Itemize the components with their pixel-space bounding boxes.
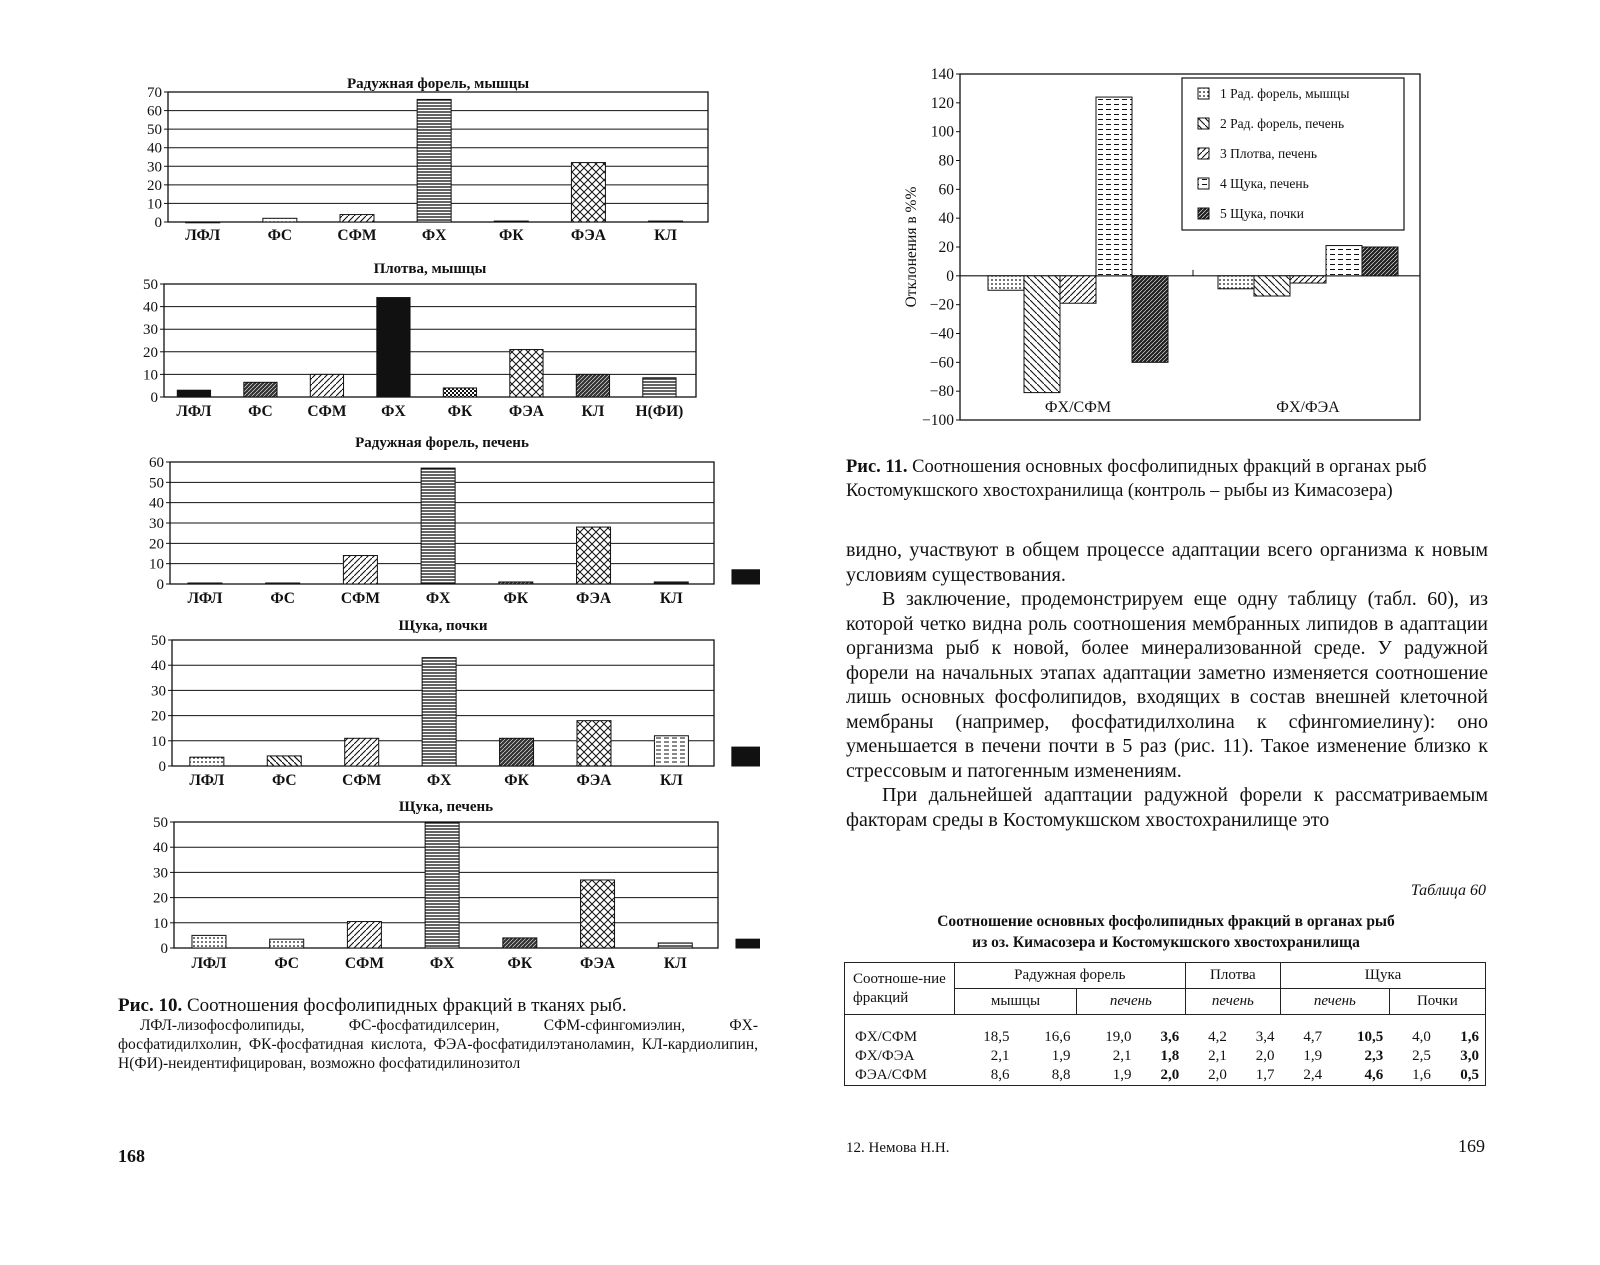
legend-entry: 3 Плотва, печень <box>1220 146 1318 161</box>
figure-11-chart <box>890 62 1510 432</box>
bar <box>499 582 533 584</box>
bar <box>1326 246 1362 276</box>
legend-entry: 5 Щука, почки <box>1220 206 1304 221</box>
table-cell: 1,9 <box>1112 1067 1132 1083</box>
bar <box>988 276 1024 290</box>
y-tick-label: 0 <box>150 390 158 406</box>
table-body <box>845 1015 1486 1086</box>
y-tick-label: −20 <box>929 296 954 314</box>
y-tick-label: 30 <box>153 865 168 882</box>
figure-11-caption <box>846 455 1488 503</box>
y-tick-label: 20 <box>147 177 162 194</box>
bar <box>343 556 377 584</box>
x-tick-label: КЛ <box>663 955 687 972</box>
table-cell: 2,5 <box>1412 1048 1431 1064</box>
table-cell: 0,5 <box>1460 1067 1479 1083</box>
table-cell: 4,0 <box>1412 1029 1431 1045</box>
bar <box>643 378 676 397</box>
table-cell: 8,6 <box>990 1067 1010 1083</box>
y-tick-label: 10 <box>147 196 162 213</box>
x-tick-label: ФХ <box>381 403 406 420</box>
y-tick-label: −60 <box>929 354 954 372</box>
legend-swatch <box>1198 208 1209 219</box>
table-cell: 3,0 <box>1460 1048 1479 1064</box>
table-group-header: Плотва <box>1185 963 1280 989</box>
bar <box>510 350 543 397</box>
y-tick-label: 50 <box>143 277 158 293</box>
y-tick-label: 100 <box>930 123 954 141</box>
x-tick-label: СФМ <box>342 772 382 789</box>
bar <box>190 757 224 766</box>
table-cell: 1,6 <box>1412 1067 1431 1083</box>
bar <box>267 756 301 766</box>
table-title-line-1: Соотношение основных фосфолипидных фракций в органах рыб <box>937 913 1395 930</box>
bar <box>649 221 683 222</box>
table-60 <box>844 962 1486 1086</box>
paragraph-3: При дальнейшей адаптации радужной форели к рассматриваемым факторам среды в Костомукшском хвостохранилище это <box>846 784 1488 831</box>
table-cell: 2,1 <box>990 1048 1010 1064</box>
table-cell: 1,6 <box>1460 1029 1479 1045</box>
y-tick-label: 40 <box>153 840 168 857</box>
figure-10-charts <box>0 0 760 990</box>
table-cell: 3,6 <box>1160 1029 1180 1045</box>
y-tick-label: 10 <box>143 367 158 384</box>
x-tick-label: ФК <box>503 590 529 607</box>
legend-swatch <box>1198 118 1209 129</box>
group-label: ФХ/ФЭА <box>1276 399 1340 416</box>
table-row <box>845 1066 1486 1086</box>
x-tick-label: ФЭА <box>580 955 616 972</box>
legend-swatch <box>1198 148 1209 159</box>
y-tick-label: 40 <box>151 658 166 675</box>
x-tick-label: ФС <box>272 772 297 789</box>
chart-frame <box>164 284 696 397</box>
x-tick-label: ФЭА <box>508 403 544 420</box>
bar <box>1132 276 1168 363</box>
figure-10-caption <box>118 996 758 1073</box>
y-tick-label: 10 <box>149 556 164 573</box>
x-tick-label: ФЭА <box>576 772 612 789</box>
bar <box>192 935 226 948</box>
x-tick-label: ФС <box>267 227 293 244</box>
x-tick-label: ФЭА <box>576 590 612 607</box>
y-tick-label: 0 <box>160 941 168 957</box>
bar <box>658 943 692 948</box>
chart-title: Плотва, мышцы <box>373 261 487 277</box>
bar <box>310 374 343 397</box>
bar <box>244 382 277 397</box>
y-tick-label: 80 <box>938 152 954 170</box>
table-group-header: Щука <box>1281 963 1486 989</box>
table-cell: 4,6 <box>1364 1067 1384 1083</box>
bar <box>736 939 760 948</box>
bar <box>1254 276 1290 296</box>
bar <box>1024 276 1060 393</box>
table-title-line-2: из оз. Кимасозера и Костомукшского хвостохранилища <box>972 934 1360 951</box>
y-tick-label: 50 <box>147 122 162 139</box>
table-label: Таблица 60 <box>1410 882 1486 899</box>
table-cell: 19,0 <box>1105 1029 1132 1045</box>
table-subgroup-header: печень <box>1185 989 1280 1015</box>
x-tick-label: ФС <box>248 403 273 420</box>
y-tick-label: 30 <box>149 516 164 532</box>
y-tick-label: 20 <box>143 344 158 361</box>
bar <box>1096 97 1132 276</box>
table-subgroup-header: мышцы <box>955 989 1077 1015</box>
bar <box>1362 247 1398 276</box>
y-tick-label: 30 <box>143 322 158 339</box>
y-tick-label: 40 <box>143 299 158 316</box>
y-tick-label: 20 <box>149 536 164 553</box>
paragraph-2: В заключение, продемонстрируем еще одну таблицу (табл. 60), из которой четко видна роль соотношения мембранных липидов в адаптации организма рыб к новой, более минерализованной среде. У радужной форели на начальных этапах адаптации заметно изменяется соотношение лишь основных фосфолипидов, входящих в состав внешней клеточной мембраны (например, фосфатидилхолина к сфингомиелину): оно уменьшается в печени почти в 5 раз (рис. 11). Такое изменение близко к стрессовым и патогенным изменениям. <box>846 588 1488 782</box>
table-cell: 3,4 <box>1255 1029 1275 1045</box>
bar <box>581 880 615 948</box>
bar <box>345 738 379 766</box>
bar <box>377 298 410 397</box>
y-tick-label: 20 <box>938 239 954 256</box>
bar <box>266 583 300 584</box>
fig10-label: Рис. 10. <box>118 995 183 1016</box>
chart-title: Радужная форель, мышцы <box>346 76 530 92</box>
bar <box>500 738 534 766</box>
x-tick-label: ФХ <box>425 590 451 607</box>
bar <box>1290 276 1326 283</box>
x-tick-label: ФХ <box>426 772 452 789</box>
y-tick-label: 0 <box>158 759 166 775</box>
table-cell: 18,5 <box>983 1029 1010 1045</box>
y-tick-label: 30 <box>151 683 166 700</box>
table-subgroup-header: печень <box>1077 989 1186 1015</box>
y-tick-label: 20 <box>151 708 166 725</box>
x-tick-label: ФХ <box>429 955 455 972</box>
y-tick-label: −100 <box>922 412 954 429</box>
x-tick-label: КЛ <box>660 772 683 789</box>
legend-entry: 4 Щука, печень <box>1220 176 1309 191</box>
chart-title: Щука, печень <box>398 799 494 815</box>
table-cell: 2,4 <box>1303 1067 1323 1083</box>
table-title <box>846 911 1486 953</box>
x-tick-label: СФМ <box>340 590 380 607</box>
bar <box>571 163 605 222</box>
x-tick-label: ЛФЛ <box>191 955 227 972</box>
y-tick-label: 140 <box>930 66 954 83</box>
y-tick-label: 0 <box>156 577 164 593</box>
x-tick-label: ЛФЛ <box>187 590 223 607</box>
legend-swatch <box>1198 88 1209 99</box>
y-tick-label: −80 <box>929 383 954 401</box>
bar <box>577 527 611 584</box>
bar <box>654 736 688 766</box>
table-group-header: Радужная форель <box>955 963 1186 989</box>
x-tick-label: ФК <box>499 227 524 244</box>
table-cell: 1,9 <box>1303 1048 1323 1064</box>
chart-title: Щука, почки <box>398 618 488 634</box>
bar <box>732 747 760 766</box>
x-tick-label: ФС <box>274 955 299 972</box>
y-axis-label: Отклонения в %% <box>903 186 920 308</box>
fig10-description: ЛФЛ-лизофосфолипиды, ФС-фосфатидилсерин, СФМ-сфингомиэлин, ФХ-фосфатидилхолин, ФК-фосфатидная кислота, ФЭА-фосфатидилэтаноламин, КЛ-кардиолипин, Н(ФИ)-неидентифицирован, возможно фосфатидилинозитол <box>118 1017 758 1072</box>
y-tick-label: 50 <box>149 475 164 492</box>
bar <box>503 938 537 948</box>
y-tick-label: 20 <box>153 890 168 907</box>
footer-author: 12. Немова Н.Н. <box>846 1140 950 1156</box>
legend-swatch <box>1198 178 1209 189</box>
table-row <box>845 1015 1486 1048</box>
x-tick-label: СФМ <box>307 403 347 420</box>
y-tick-label: 0 <box>946 267 954 285</box>
x-tick-label: ФЭА <box>570 227 606 244</box>
y-tick-label: 60 <box>149 455 164 471</box>
y-tick-label: 50 <box>153 815 168 831</box>
x-tick-label: ЛФЛ <box>189 772 225 789</box>
bar <box>732 570 760 584</box>
bar <box>347 922 381 948</box>
x-tick-label: КЛ <box>581 403 605 420</box>
group-label: ФХ/СФМ <box>1044 399 1112 416</box>
bar <box>417 99 451 222</box>
table-cell: 2,1 <box>1208 1048 1227 1064</box>
table-subgroup-header: печень <box>1281 989 1390 1015</box>
legend-entry: 1 Рад. форель, мышцы <box>1220 86 1350 101</box>
fig10-title: Соотношения фосфолипидных фракций в тканях рыб. <box>182 995 627 1016</box>
table-row-label: ФЭА/СФМ <box>855 1067 927 1083</box>
table-cell: 2,3 <box>1364 1048 1384 1064</box>
y-tick-label: 70 <box>147 85 162 101</box>
x-tick-label: ФК <box>507 955 533 972</box>
table-cell: 2,0 <box>1160 1067 1180 1083</box>
bar <box>577 721 611 766</box>
table-cell: 2,1 <box>1112 1048 1132 1064</box>
page-number-left: 168 <box>118 1146 145 1166</box>
fig11-label: Рис. 11. <box>846 457 908 477</box>
y-tick-label: 0 <box>154 215 162 231</box>
chart-title: Радужная форель, печень <box>355 435 529 451</box>
x-tick-label: ФХ <box>421 227 447 244</box>
table-cell: 1,9 <box>1051 1048 1071 1064</box>
x-tick-label: ФК <box>447 403 473 420</box>
y-tick-label: 40 <box>147 140 162 157</box>
x-tick-label: КЛ <box>659 590 683 607</box>
table-cell: 8,8 <box>1051 1067 1071 1083</box>
bar <box>1060 276 1096 303</box>
bar <box>270 939 304 948</box>
table-cell: 10,5 <box>1356 1029 1384 1045</box>
table-cell: 4,2 <box>1208 1029 1227 1045</box>
legend-entry: 2 Рад. форель, печень <box>1220 116 1345 131</box>
x-tick-label: КЛ <box>654 227 677 244</box>
y-tick-label: 30 <box>147 159 162 176</box>
bar <box>422 658 456 766</box>
x-tick-label: ФК <box>504 772 529 789</box>
table-row-label: ФХ/СФМ <box>855 1029 918 1045</box>
x-tick-label: ЛФЛ <box>185 227 221 244</box>
y-tick-label: 60 <box>147 103 162 120</box>
y-tick-label: 40 <box>149 495 164 512</box>
bar <box>1218 276 1254 289</box>
page-number-right: 169 <box>1458 1136 1485 1156</box>
bar <box>443 388 476 397</box>
y-tick-label: 60 <box>938 181 954 199</box>
table-row <box>845 1047 1486 1066</box>
bar <box>177 390 210 397</box>
y-tick-label: 50 <box>151 633 166 649</box>
bar <box>188 583 222 584</box>
bar <box>425 822 459 948</box>
table-subgroup-header: Почки <box>1389 989 1485 1015</box>
table-cell: 16,6 <box>1044 1029 1071 1045</box>
x-tick-label: ЛФЛ <box>176 403 212 420</box>
y-tick-label: 40 <box>938 210 954 228</box>
table-corner-header: Соотноше-ние фракций <box>845 963 955 1015</box>
x-tick-label: ФС <box>270 590 295 607</box>
table-cell: 1,7 <box>1255 1067 1275 1083</box>
y-tick-label: 10 <box>153 915 168 932</box>
bar <box>340 215 374 222</box>
paragraph-1: видно, участвуют в общем процессе адаптации всего организма к новым условиям существования. <box>846 539 1488 586</box>
bar <box>421 468 455 584</box>
fig11-caption-text: Соотношения основных фосфолипидных фракций в органах рыб Костомукшского хвостохранилища (контроль – рыбы из Кимасозера) <box>846 457 1427 501</box>
table-cell: 2,0 <box>1208 1067 1227 1083</box>
bar <box>263 218 297 222</box>
x-tick-label: СФМ <box>337 227 377 244</box>
table-row-label: ФХ/ФЭА <box>855 1048 915 1064</box>
bar <box>654 582 688 584</box>
table-cell: 4,7 <box>1303 1029 1323 1045</box>
y-tick-label: −40 <box>929 325 954 343</box>
body-text <box>846 538 1488 832</box>
y-tick-label: 120 <box>930 94 954 112</box>
y-tick-label: 10 <box>151 733 166 750</box>
table-cell: 1,8 <box>1160 1048 1180 1064</box>
bar <box>494 221 528 222</box>
x-tick-label: Н(ФИ) <box>635 403 684 420</box>
table-cell: 2,0 <box>1255 1048 1275 1064</box>
bar <box>186 222 220 223</box>
bar <box>576 374 609 397</box>
x-tick-label: СФМ <box>344 955 384 972</box>
